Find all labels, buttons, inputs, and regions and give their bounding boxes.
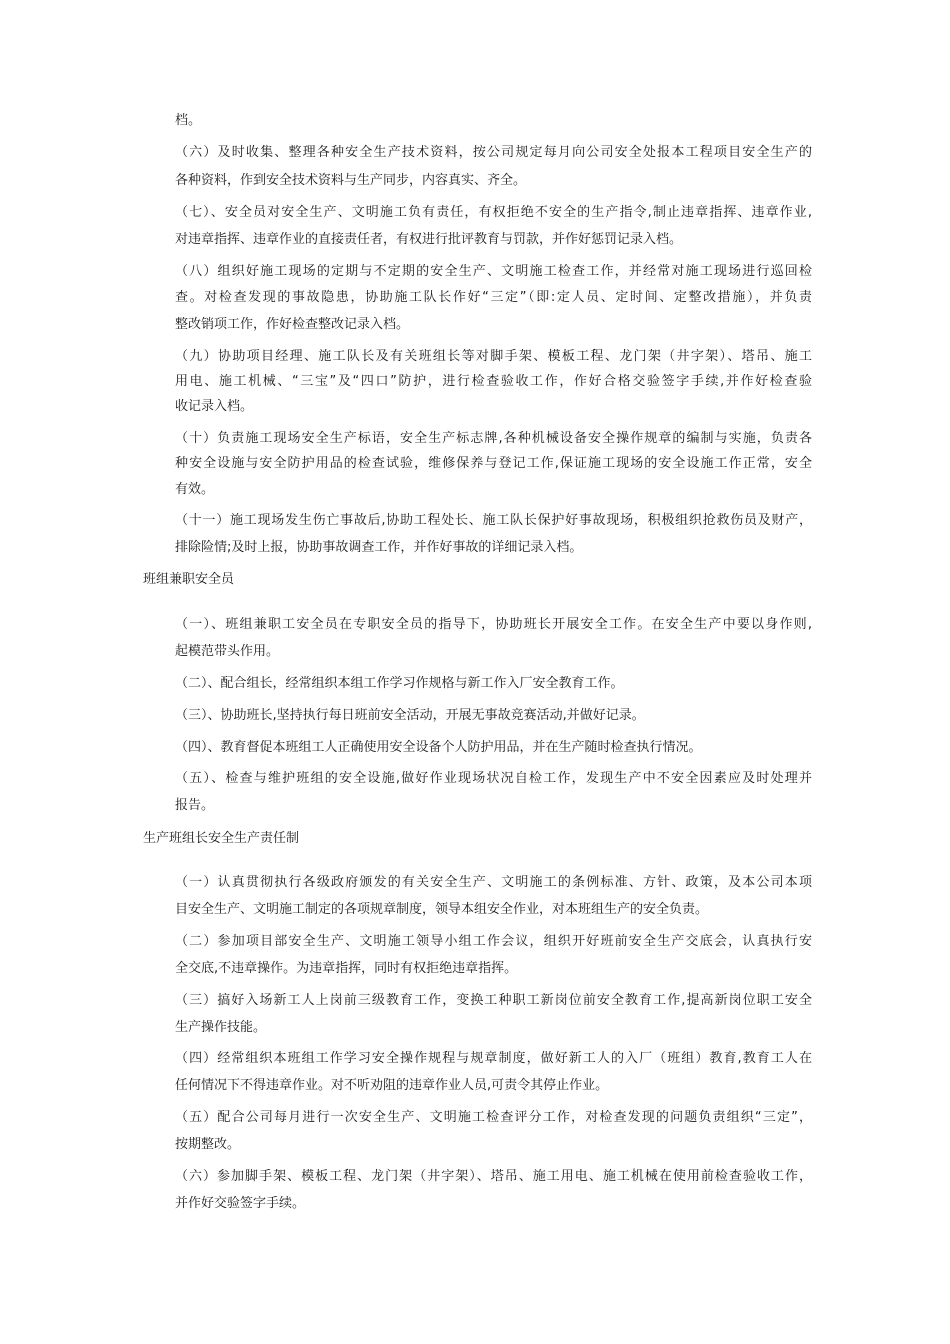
section-heading: 班组兼职安全员 [143,572,235,587]
paragraph-line: （六）参加脚手架、模板工程、龙门架（井字架）、塔吊、施工用电、施工机械在使用前检查验收工作， [175,1169,812,1184]
paragraph-line: （十一）施工现场发生伤亡事故后,协助工程处长、施工队长保护好事故现场，积极组织抢救伤员及财产， [175,513,812,528]
paragraph-line: 对违章指挥、违章作业的直接责任者，有权进行批评教育与罚款，并作好惩罚记录入档。 [175,232,683,247]
paragraph-line: （五）、检查与维护班组的安全设施,做好作业现场状况自检工作，发现生产中不安全因素应及时处理并 [175,771,812,786]
paragraph-line: 各种资料，作到安全技术资料与生产同步，内容真实、齐全。 [175,173,527,188]
paragraph-line: 档。 [175,113,202,128]
paragraph-line: 有效。 [175,482,215,497]
paragraph-line: （四）、教育督促本班组工人正确使用安全设备个人防护用品，并在生产随时检查执行情况。 [175,740,702,755]
paragraph-line: （九）协助项目经理、施工队长及有关班组长等对脚手架、模板工程、龙门架（井字架）、塔吊、施工 [175,349,812,364]
paragraph-line: 整改销项工作，作好检查整改记录入档。 [175,317,410,332]
paragraph-line: （一）认真贯彻执行各级政府颁发的有关安全生产、文明施工的条例标准、方针、政策，及本公司本项 [175,875,812,890]
paragraph-line: （六）及时收集、整理各种安全生产技术资料，按公司规定每月向公司安全处报本工程项目安全生产的 [175,145,812,160]
paragraph-line: （三）、协助班长,坚持执行每日班前安全活动，开展无事故竞赛活动,并做好记录。 [175,708,645,723]
paragraph-line: （二）参加项目部安全生产、文明施工领导小组工作会议，组织开好班前安全生产交底会，认真执行安 [175,934,812,949]
paragraph-line: 目安全生产、文明施工制定的各项规章制度，领导本组安全作业，对本班组生产的安全负责。 [175,902,709,917]
paragraph-line: （三）搞好入场新工人上岗前三级教育工作，变换工种职工新岗位前安全教育工作,提高新岗位职工安全 [175,993,812,1008]
paragraph-line: 并作好交验签字手续。 [175,1196,306,1211]
paragraph-line: 查。对检查发现的事故隐患，协助施工队长作好“三定”（即:定人员、定时间、定整改措施），并负责 [175,290,812,305]
paragraph-line: 全交底,不违章操作。为违章指挥，同时有权拒绝违章指挥。 [175,961,518,976]
paragraph-line: 收记录入档。 [175,399,254,414]
paragraph-line: 种安全设施与安全防护用品的检查试验，维修保养与登记工作,保证施工现场的安全设施工作正常，安全 [175,456,812,471]
paragraph-line: （一）、班组兼职工安全员在专职安全员的指导下，协助班长开展安全工作。在安全生产中要以身作则, [175,617,812,632]
paragraph-line: （八）组织好施工现场的定期与不定期的安全生产、文明施工检查工作，并经常对施工现场进行巡回检 [175,264,812,279]
paragraph-line: 排除险情;及时上报，协助事故调查工作，并作好事故的详细记录入档。 [175,540,583,555]
paragraph-line: 按期整改。 [175,1137,241,1152]
paragraph-line: 报告。 [175,798,215,813]
paragraph-line: 任何情况下不得违章作业。对不听劝阻的违章作业人员,可责令其停止作业。 [175,1078,609,1093]
paragraph-line: 用电、施工机械、“三宝”及“四口”防护，进行检查验收工作，作好合格交验签字手续,并作好检查验 [175,374,812,389]
paragraph-line: （二）、配合组长，经常组织本组工作学习作规格与新工作入厂安全教育工作。 [175,676,624,691]
paragraph-line: 起模范带头作用。 [175,644,280,659]
paragraph-line: （十）负责施工现场安全生产标语，安全生产标志牌,各种机械设备安全操作规章的编制与实施，负责各 [175,431,812,446]
section-heading: 生产班组长安全生产责任制 [143,831,300,846]
paragraph-line: （五）配合公司每月进行一次安全生产、文明施工检查评分工作，对检查发现的问题负责组织“三定”， [175,1110,812,1125]
paragraph-line: （七）、安全员对安全生产、文明施工负有责任，有权拒绝不安全的生产指令,制止违章指挥、违章作业, [175,205,812,220]
paragraph-line: （四）经常组织本班组工作学习安全操作规程与规章制度，做好新工人的入厂（班组）教育,教育工人在 [175,1051,812,1066]
paragraph-line: 生产操作技能。 [175,1020,267,1035]
